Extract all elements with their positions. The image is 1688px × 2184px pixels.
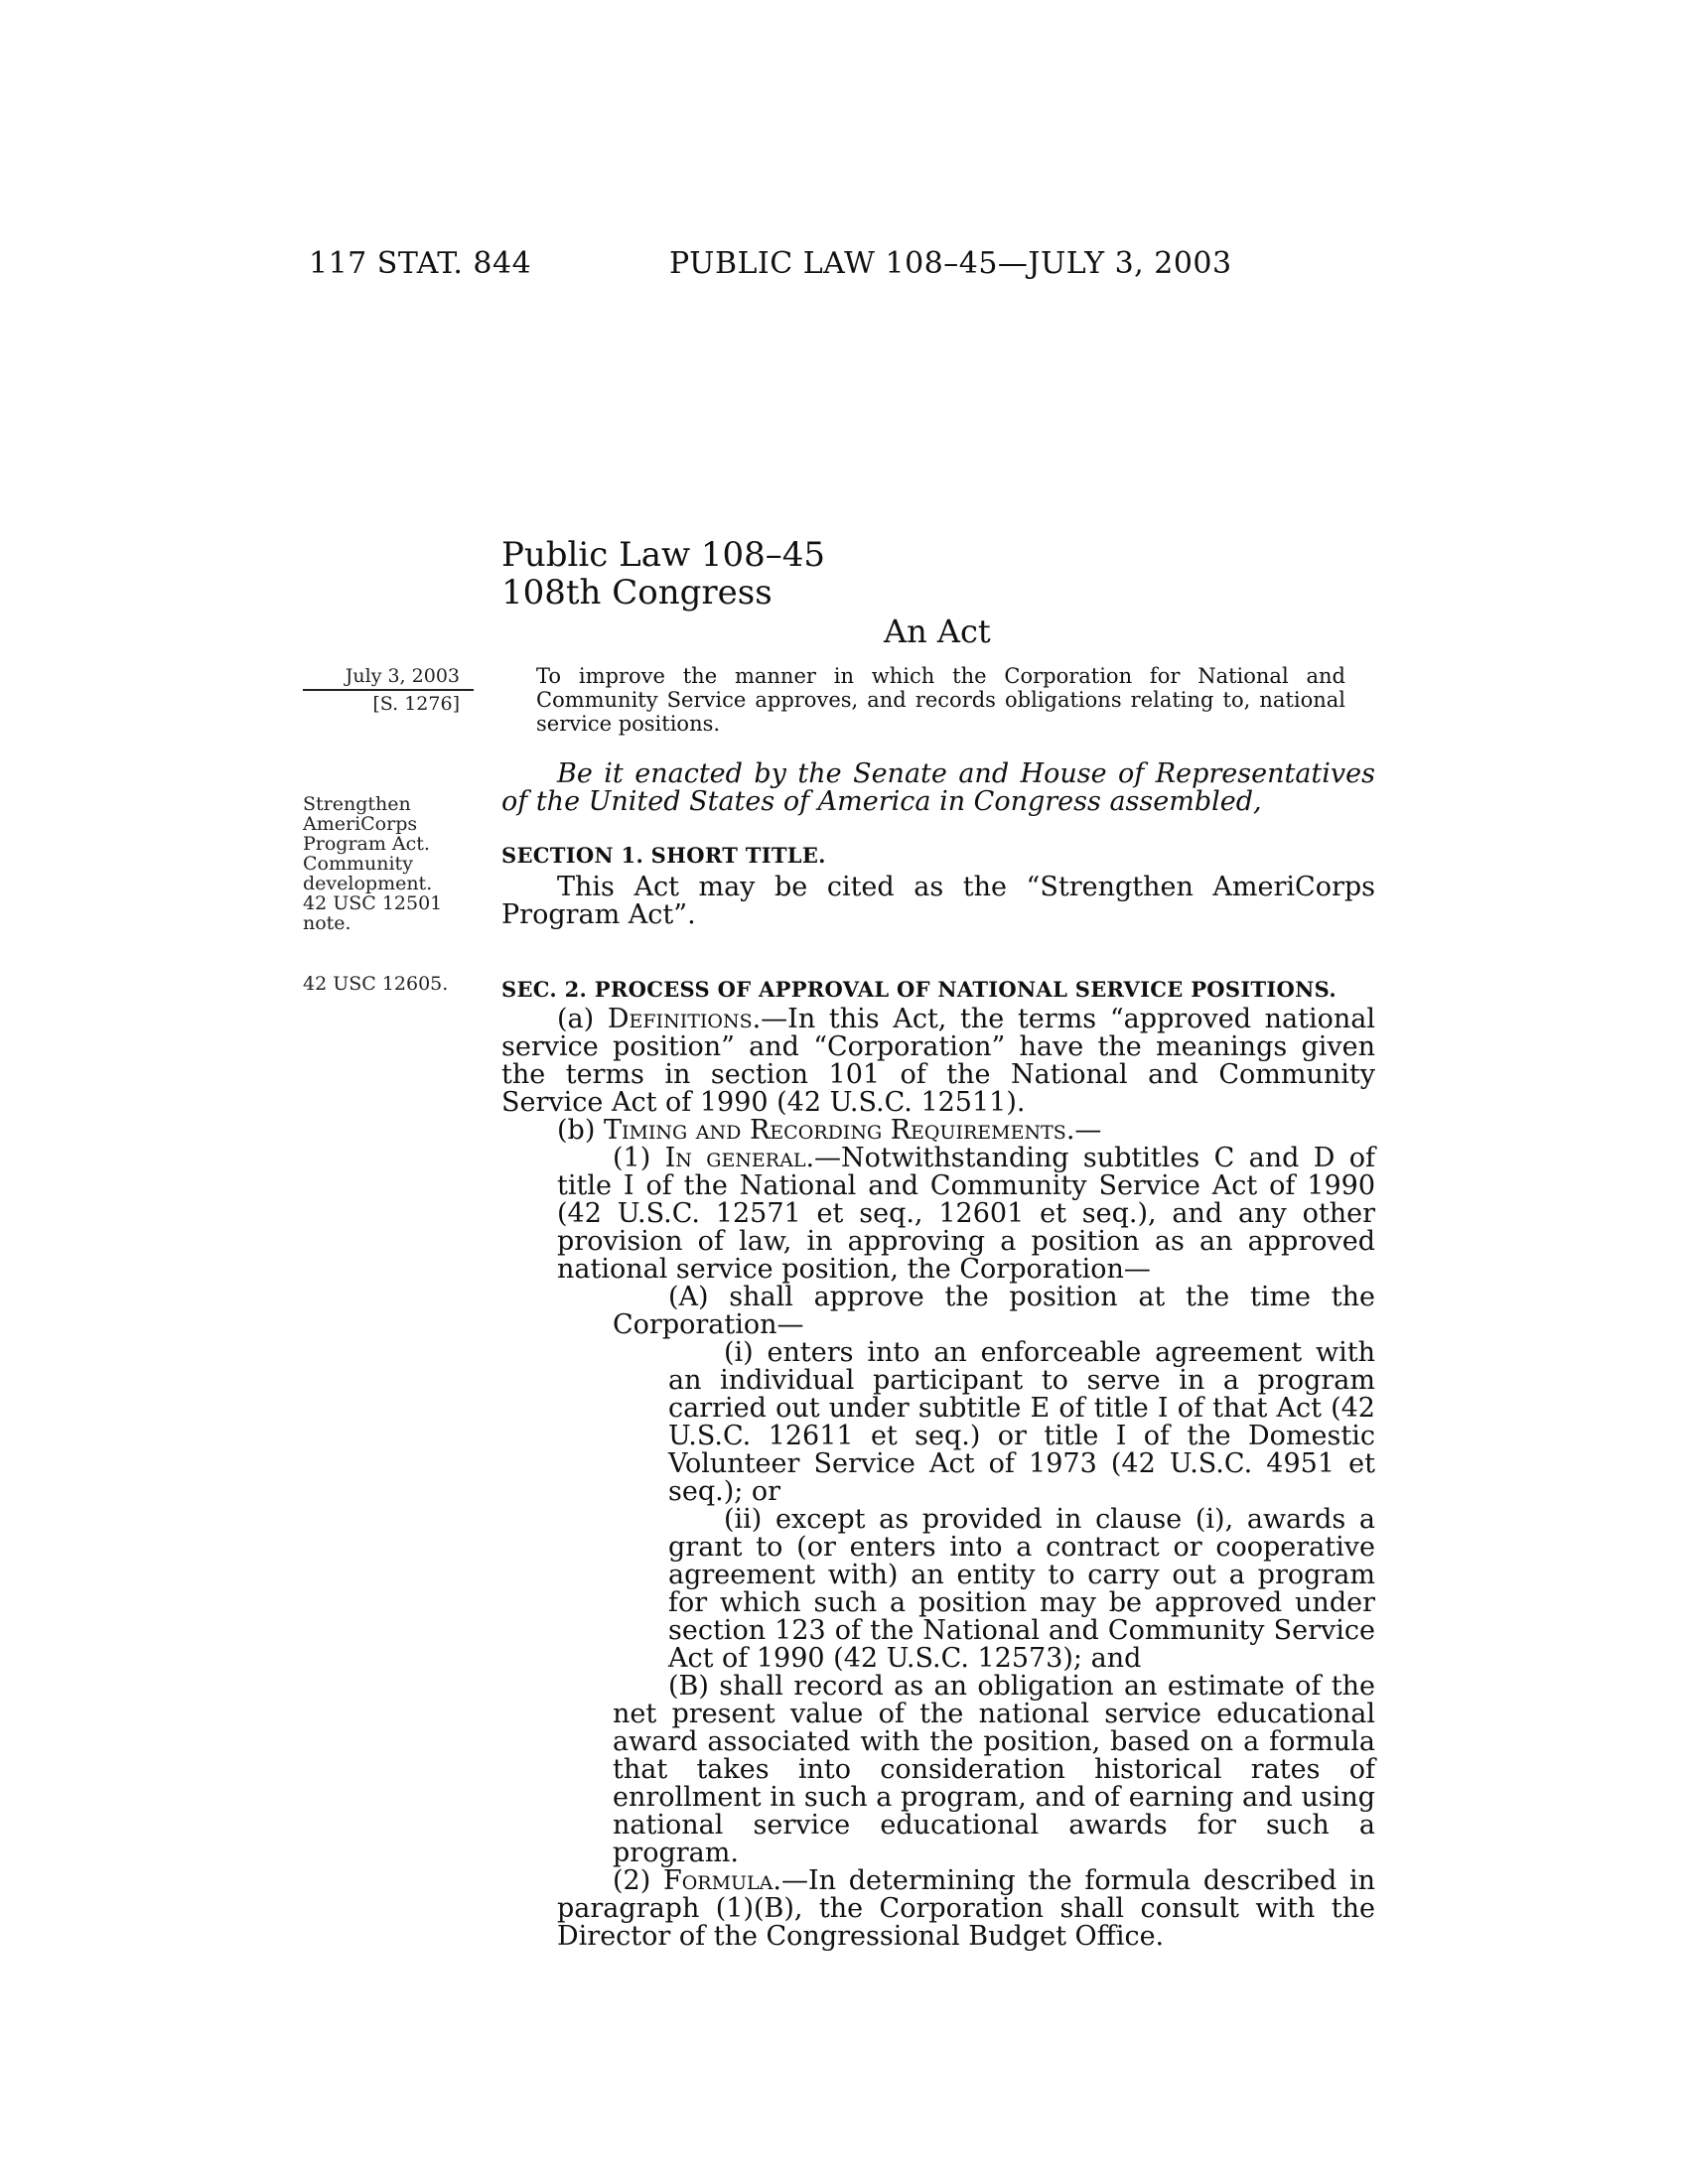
side-note-line: Strengthen xyxy=(303,793,411,815)
subsection-a-label: (a) xyxy=(557,1004,608,1034)
clause-ii: (ii) except as provided in clause (i), awards a grant to (or enters into a contract or cooperative agreement with) an entity to carry out a program for which such a position may be approved under section 123 of the National and Community Service Act of 1990 (42 U.S.C. 12573); and xyxy=(668,1504,1375,1674)
paragraph-b2-text: .—In determining the formula described in paragraph (1)(B), the Corporation shall consult with the Director of the Congressional Budget Office. xyxy=(557,1865,1375,1952)
side-note-line: AmeriCorps xyxy=(303,813,418,835)
subsection-b-caption: Timing and Recording Requirements xyxy=(603,1115,1066,1146)
section-1-heading: SECTION 1. SHORT TITLE. xyxy=(501,843,826,868)
side-note-line: 42 USC 12501 xyxy=(303,892,443,914)
paragraph-b2 xyxy=(501,1867,1375,1951)
subsection-a xyxy=(501,1006,1375,1117)
paragraph-b2-label: (2) xyxy=(613,1865,663,1896)
stat-page-reference: 117 STAT. 844 xyxy=(309,246,532,281)
margin-usc-section2: 42 USC 12605. xyxy=(303,973,449,995)
enacting-clause: Be it enacted by the Senate and House of Representatives of the United States of America in Congress assembled, xyxy=(501,758,1375,817)
subparagraph-A: (A) shall approve the position at the time the Corporation— xyxy=(613,1282,1375,1340)
margin-date-note xyxy=(303,666,474,714)
side-note-line: Program Act. xyxy=(303,833,430,855)
paragraph-b1-text: .—Notwithstanding subtitles C and D of title I of the National and Community Service Act of 1990 (42 U.S.C. 12571 et seq., 12601 et seq.), and any other provision of law, in approving a position as an approved national service position, the Corporation— xyxy=(557,1143,1376,1285)
subsection-b-text: .— xyxy=(1065,1115,1102,1146)
paragraph-b1 xyxy=(501,1145,1375,1284)
subsection-b xyxy=(501,1117,1375,1145)
section-2-body xyxy=(501,1006,1375,1951)
subparagraph-B: (B) shall record as an obligation an estimate of the net present value of the national service educational award associated with the position, based on a formula that takes into consideration historical rates of enrollment in such a program, and of earning and using national service educational awards for such a program. xyxy=(613,1671,1375,1868)
clause-i: (i) enters into an enforceable agreement with an individual participant to serve in a program carried out under subtitle E of title I of that Act (42 U.S.C. 12611 et seq.) or title I of the Domestic Volunteer Service Act of 1973 (42 U.S.C. 4951 et seq.); or xyxy=(668,1337,1375,1507)
subsection-a-caption: Definitions xyxy=(607,1004,753,1034)
paragraph-b1-caption: In general xyxy=(664,1143,806,1173)
section-1-text: This Act may be cited as the “Strengthen AmeriCorps Program Act”. xyxy=(501,872,1375,930)
bill-number: [S. 1276] xyxy=(372,693,460,715)
enactment-date: July 3, 2003 xyxy=(345,665,460,687)
congress-number: 108th Congress xyxy=(501,573,773,613)
paragraph-b1-label: (1) xyxy=(613,1143,665,1173)
subsection-b-label: (b) xyxy=(557,1115,604,1146)
margin-side-notes xyxy=(303,794,462,933)
side-note-line: Community xyxy=(303,853,413,875)
act-purpose: To improve the manner in which the Corporation for National and Community Service approves, and records obligations relating to, national service positions. xyxy=(536,664,1345,736)
law-number: Public Law 108–45 xyxy=(501,535,826,575)
paragraph-b2-caption: Formula xyxy=(662,1865,774,1896)
margin-rule xyxy=(303,689,474,691)
section-2-heading: SEC. 2. PROCESS OF APPROVAL OF NATIONAL SERVICE POSITIONS. xyxy=(501,977,1336,1002)
side-note-line: development. xyxy=(303,873,433,894)
running-header-title: PUBLIC LAW 108–45—JULY 3, 2003 xyxy=(669,246,1232,281)
subsection-a-text: .—In this Act, the terms “approved national service position” and “Corporation” have the meanings given the terms in section 101 of the National and Community Service Act of 1990 (42 U.S.C. 12511). xyxy=(501,1004,1376,1118)
side-note-line: note. xyxy=(303,912,352,934)
act-heading: An Act xyxy=(884,613,991,650)
